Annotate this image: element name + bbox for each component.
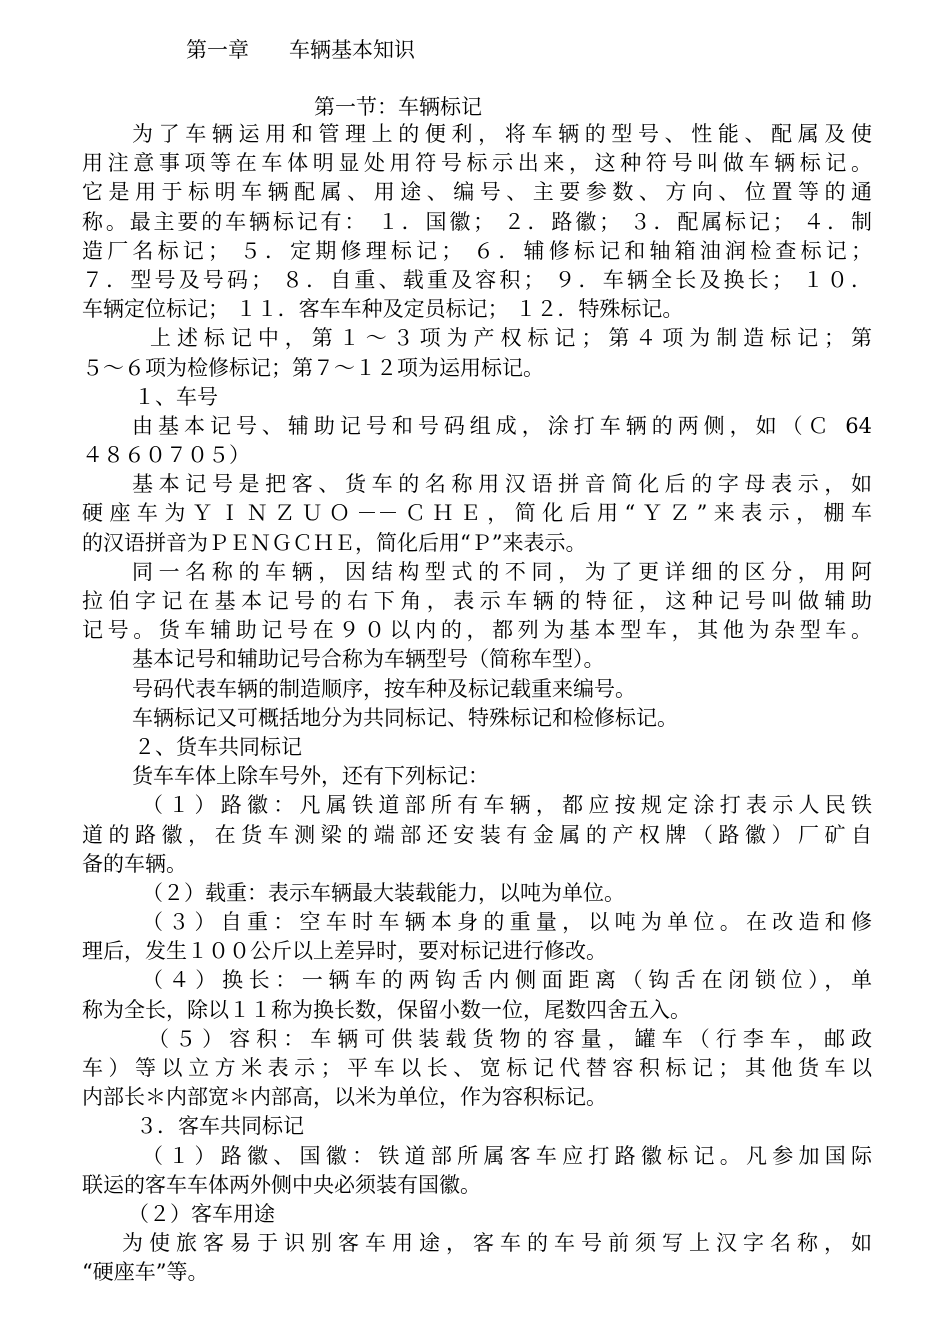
text-line: 称为全长，除以１１称为换长数，保留小数一位，尾数四舍五入。 bbox=[82, 997, 691, 1022]
text-line: 联运的客车车体两外侧中央必须装有国徽。 bbox=[82, 1172, 481, 1197]
text-line: （１）路徽：凡属铁道部所有车辆，都应按规定涂打表示人民铁 bbox=[142, 793, 872, 818]
text-line: 称。最主要的车辆标记有： １．国徽； ２．路徽； ３．配属标记； ４．制 bbox=[82, 209, 872, 234]
text-line: ３．客车共同标记 bbox=[136, 1114, 304, 1139]
text-line: （１）路徽、国徽：铁道部所属客车应打路徽标记。凡参加国际 bbox=[142, 1143, 872, 1168]
text-line: ２、货车共同标记 bbox=[134, 734, 302, 759]
text-line: 货车车体上除车号外，还有下列标记： bbox=[132, 764, 489, 789]
text-line: 记号。货车辅助记号在９０以内的，都列为基本型车，其他为杂型车。 bbox=[82, 618, 872, 643]
text-line: ７．型号及号码； ８．自重、载重及容积； ９．车辆全长及换长； １０． bbox=[82, 267, 872, 292]
text-line: １、车号 bbox=[134, 384, 218, 409]
chapter-title: 第一章 车辆基本知识 bbox=[186, 38, 416, 62]
text-line: 的汉语拼音为ＰＥＮＧＣＨＥ，简化后用“Ｐ”来表示。 bbox=[82, 530, 587, 555]
text-line: ４８６０７０５） bbox=[82, 443, 250, 468]
section-title: 第一节：车辆标记 bbox=[314, 95, 482, 119]
text-line: 理后，发生１００公斤以上差异时，要对标记进行修改。 bbox=[82, 939, 607, 964]
text-line: 它是用于标明车辆配属、用途、编号、主要参数、方向、位置等的通 bbox=[82, 180, 872, 205]
text-line: 车）等以立方米表示；平车以长、宽标记代替容积标记；其他货车以 bbox=[82, 1056, 872, 1080]
text-line: 同一名称的车辆，因结构型式的不同，为了更详细的区分，用阿 bbox=[132, 559, 872, 584]
text-line: 用注意事项等在车体明显处用符号标示出来，这种符号叫做车辆标记。 bbox=[82, 151, 872, 176]
text-line: “硬座车”等。 bbox=[82, 1260, 209, 1285]
text-line: 车辆定位标记； １１．客车车种及定员标记； １２．特殊标记。 bbox=[82, 297, 684, 322]
text-line: 由基本记号、辅助记号和号码组成，涂打车辆的两侧，如（Ｃ 64 bbox=[132, 413, 872, 438]
text-line: 号码代表车辆的制造顺序，按车种及标记载重来编号。 bbox=[132, 676, 636, 701]
text-line: 道的路徽，在货车测梁的端部还安装有金属的产权牌（路徽）厂矿自 bbox=[82, 822, 872, 847]
text-line: 造厂名标记； ５．定期修理标记； ６．辅修标记和轴箱油润检查标记； bbox=[82, 238, 872, 263]
text-line: 内部长＊内部宽＊内部高，以米为单位，作为容积标记。 bbox=[82, 1085, 607, 1110]
text-line: 为使旅客易于识别客车用途，客车的车号前须写上汉字名称，如 bbox=[122, 1231, 872, 1256]
text-line: 车辆标记又可概括地分为共同标记、特殊标记和检修标记。 bbox=[132, 705, 678, 730]
text-line: 基本记号是把客、货车的名称用汉语拼音简化后的字母表示，如 bbox=[132, 472, 872, 497]
text-line: 为了车辆运用和管理上的便利，将车辆的型号、性能、配属及使 bbox=[132, 122, 872, 146]
text-line: ５～６项为检修标记；第７～１２项为运用标记。 bbox=[82, 355, 544, 380]
text-line: 上述标记中，第１～３项为产权标记；第４项为制造标记；第 bbox=[150, 326, 872, 351]
text-line: （２）载重：表示车辆最大装载能力，以吨为单位。 bbox=[142, 880, 625, 905]
text-line: 拉伯字记在基本记号的右下角，表示车辆的特征，这种记号叫做辅助 bbox=[82, 589, 872, 613]
document-body bbox=[82, 120, 872, 1288]
text-line: （２）客车用途 bbox=[128, 1201, 275, 1226]
text-line: 基本记号和辅助记号合称为车辆型号（简称车型）。 bbox=[132, 647, 605, 672]
text-line: （５）容积：车辆可供装载货物的容量，罐车（行李车，邮政 bbox=[148, 1026, 872, 1051]
text-line: 备的车辆。 bbox=[82, 851, 187, 876]
text-line: （４）换长：一辆车的两钩舌内侧面距离（钩舌在闭锁位），单 bbox=[142, 968, 872, 993]
text-line: （３）自重：空车时车辆本身的重量，以吨为单位。在改造和修 bbox=[142, 910, 872, 935]
text-line: 硬座车为ＹＩＮＺＵＯ－－ＣＨＥ，简化后用“ＹＺ”来表示，棚车 bbox=[82, 501, 872, 526]
